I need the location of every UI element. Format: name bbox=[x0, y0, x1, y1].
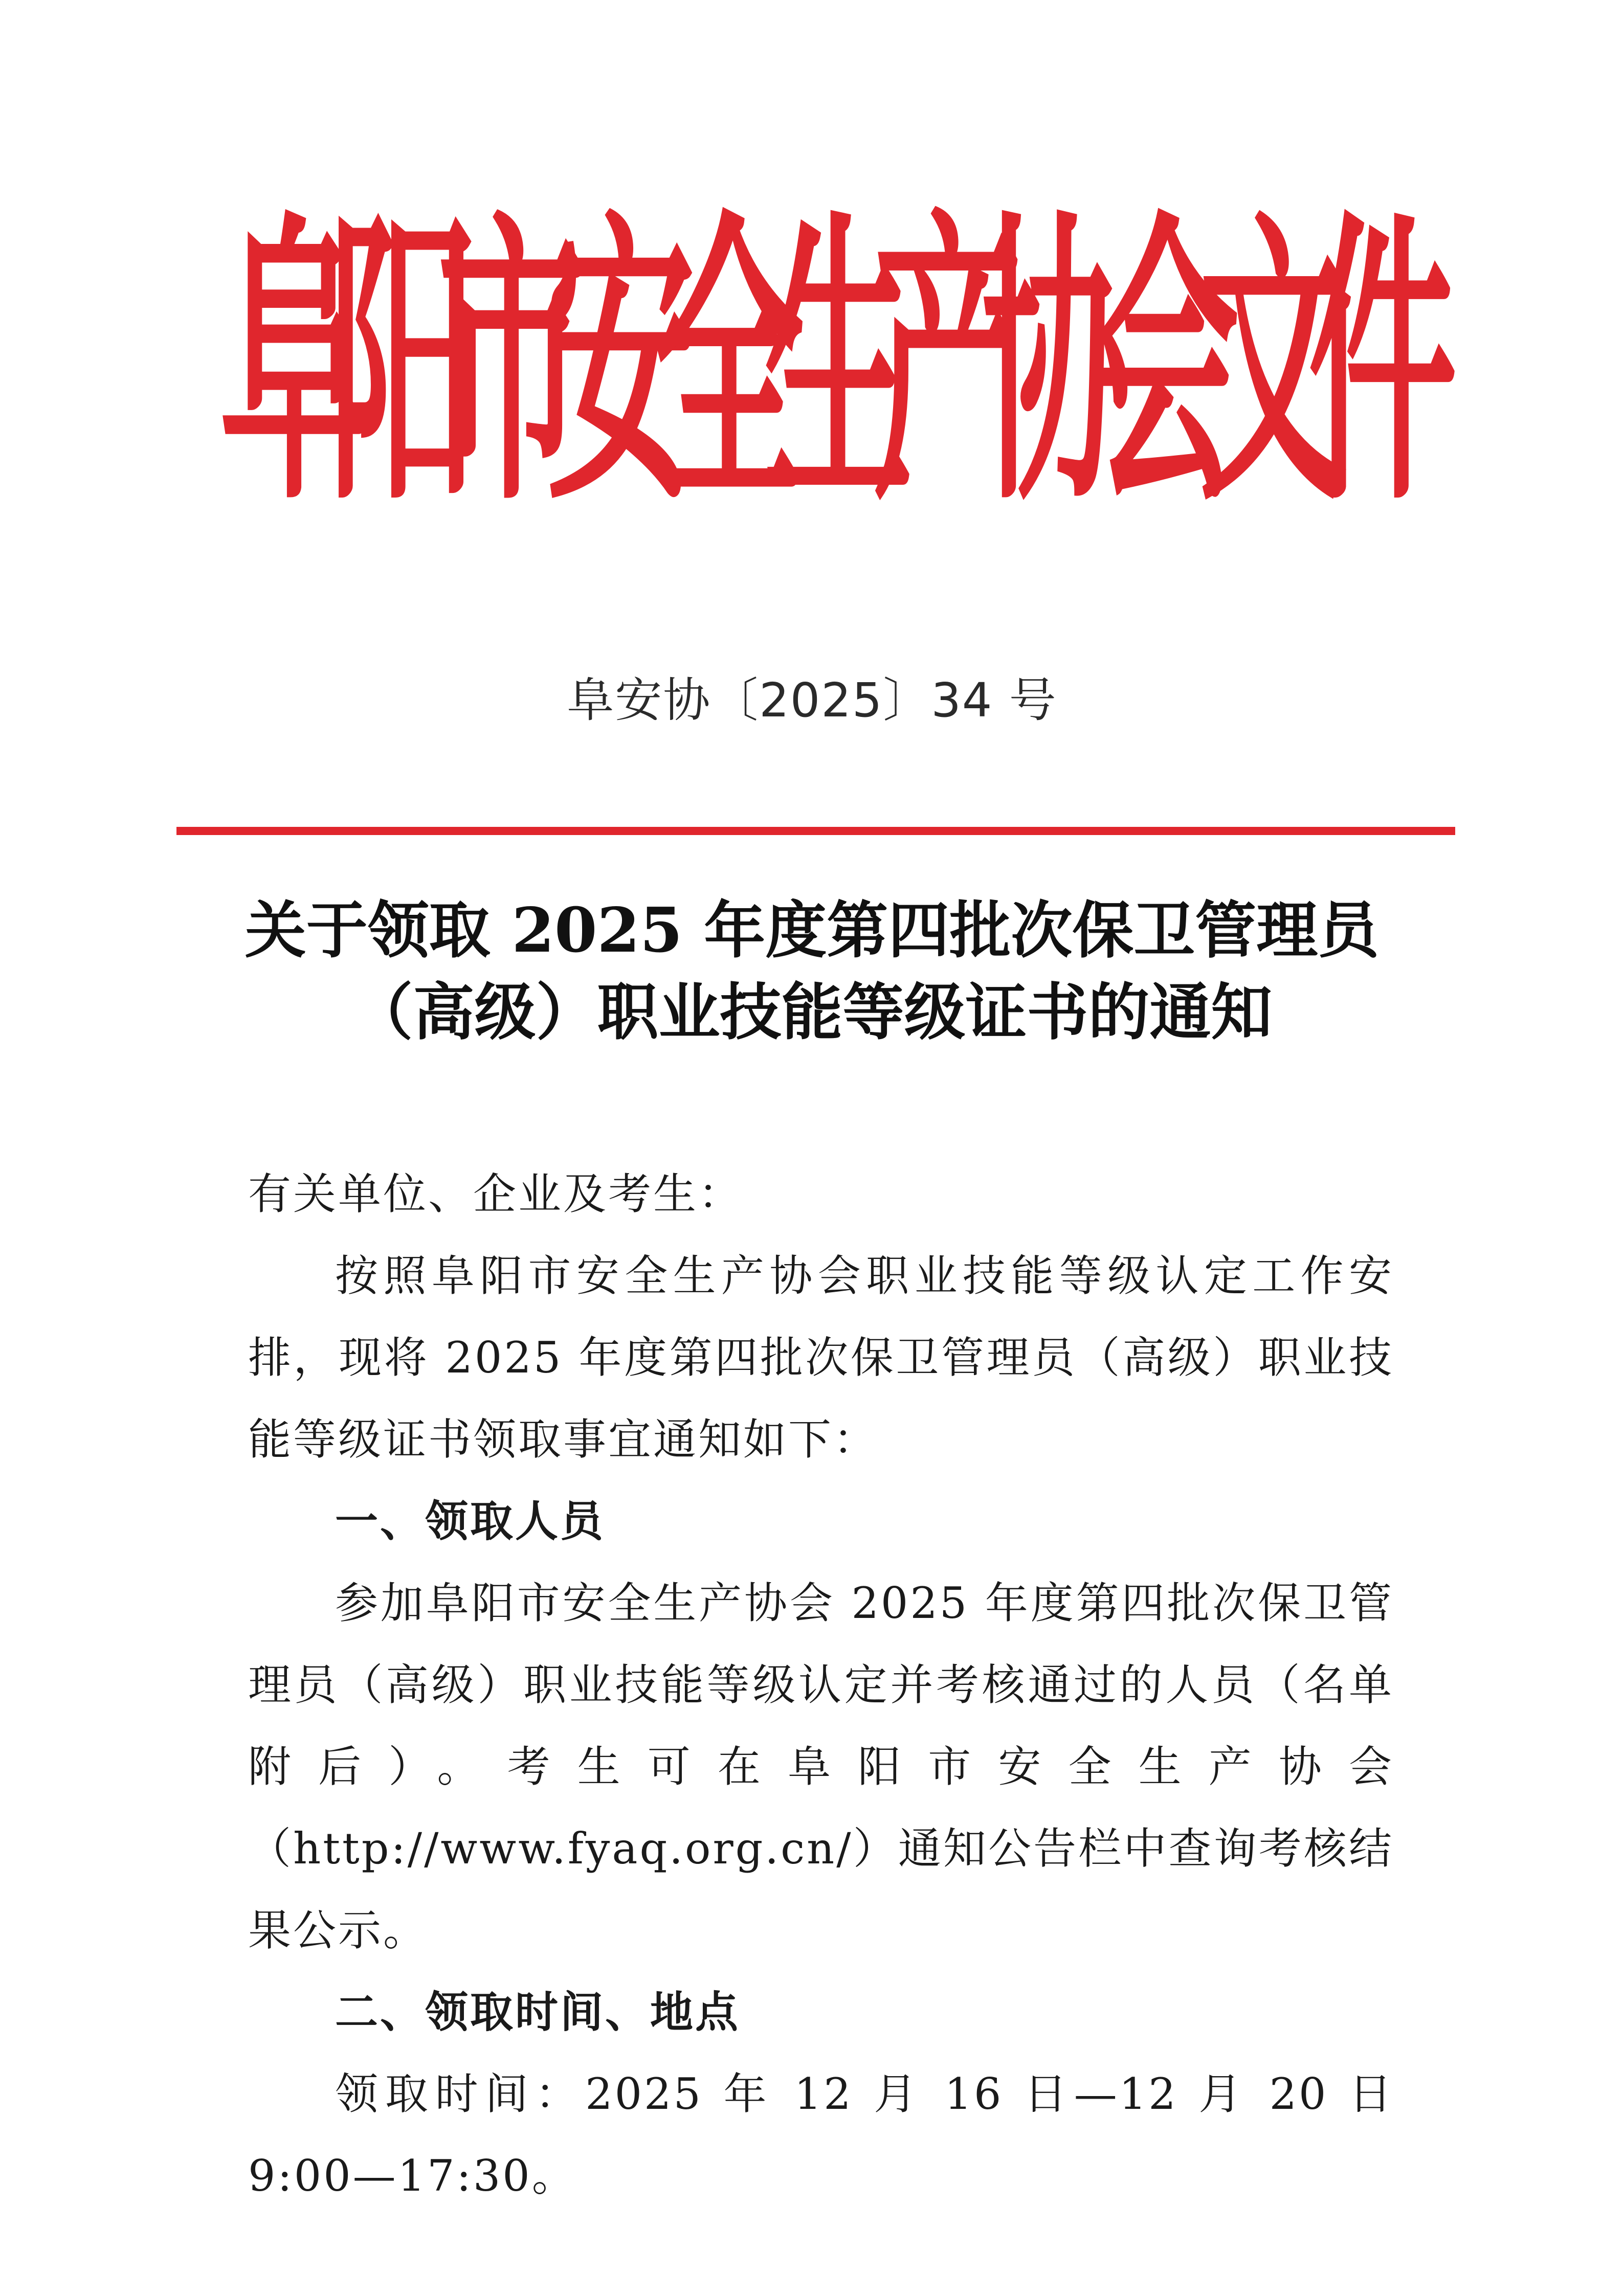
notice-title-line-1: 关于领取 2025 年度第四批次保卫管理员 bbox=[244, 894, 1380, 966]
masthead-char: 阳 bbox=[328, 188, 477, 542]
masthead-char: 件 bbox=[1308, 188, 1457, 542]
section-1-paragraph: 参加阜阳市安全生产协会 2025 年度第四批次保卫管理员（高级）职业技能等级认定并考核通过的人员（名单附后）。考生可在阜阳市安全生产协会（http://www.fyaq.org.cn/）通知公告栏中查询考核结果公示。 bbox=[248, 1578, 1394, 1955]
pickup-time: 领取时间：2025 年 12 月 16 日—12 月 20 日 9:00—17:30。 bbox=[248, 2069, 1394, 2201]
masthead-char: 市 bbox=[437, 188, 586, 542]
section-2-heading: 二、领取时间、地点 bbox=[335, 1987, 741, 2037]
masthead bbox=[220, 188, 1457, 542]
section-1-heading: 一、领取人员 bbox=[335, 1496, 606, 1546]
masthead-char: 文 bbox=[1199, 188, 1348, 542]
masthead-char: 会 bbox=[1091, 188, 1239, 542]
notice-body bbox=[248, 1153, 1394, 2217]
red-divider-rule bbox=[176, 827, 1455, 835]
document-number: 阜安协〔2025〕34 号 bbox=[567, 673, 1057, 728]
notice-title bbox=[153, 890, 1471, 1053]
masthead-char: 全 bbox=[655, 188, 804, 542]
masthead-char: 生 bbox=[764, 188, 913, 542]
masthead-char: 协 bbox=[982, 188, 1130, 542]
masthead-char: 安 bbox=[546, 188, 695, 542]
notice-title-line-2: （高级）职业技能等级证书的通知 bbox=[351, 976, 1273, 1048]
intro-paragraph: 按照阜阳市安全生产协会职业技能等级认定工作安排，现将 2025 年度第四批次保卫管理员（高级）职业技能等级证书领取事宜通知如下： bbox=[248, 1251, 1394, 1465]
masthead-char: 产 bbox=[873, 188, 1021, 542]
masthead-char: 阜 bbox=[220, 188, 368, 542]
salutation: 有关单位、企业及考生： bbox=[248, 1169, 744, 1219]
